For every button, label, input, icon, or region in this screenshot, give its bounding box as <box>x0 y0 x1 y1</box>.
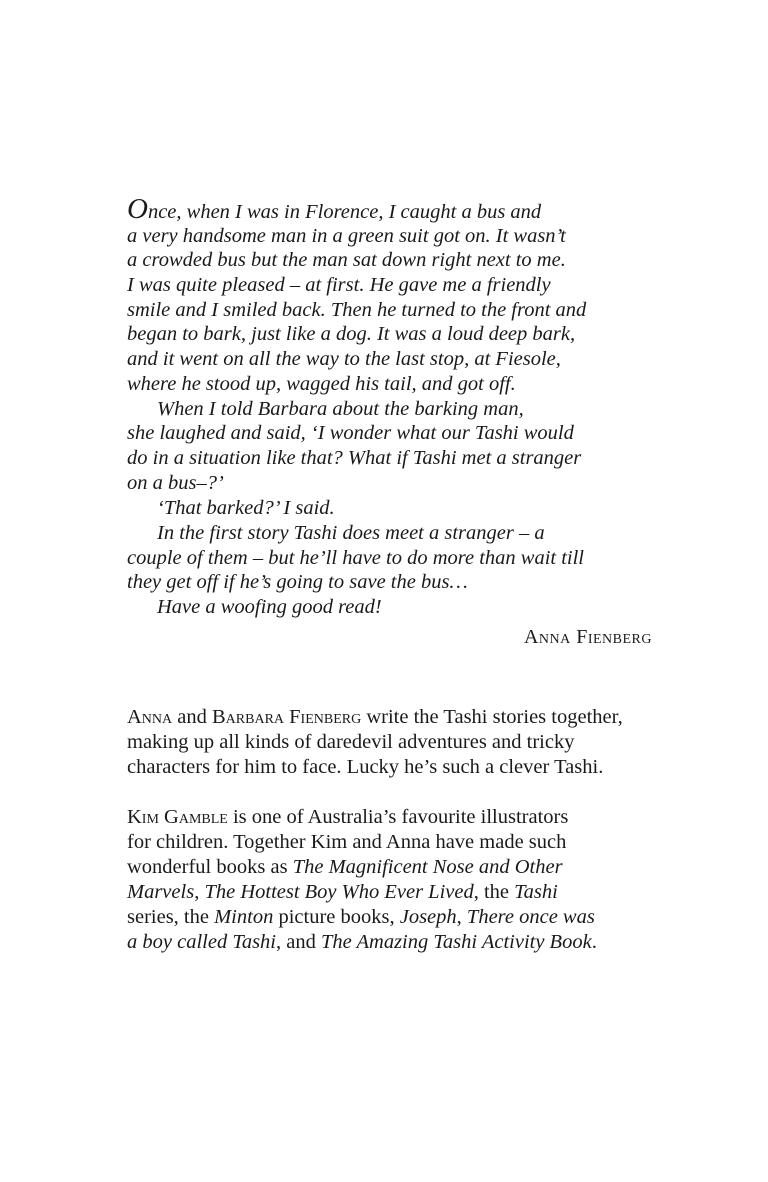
foreword-line: When I told Barbara about the barking man, <box>157 398 524 420</box>
foreword-line: Have a woofing good read! <box>157 596 382 618</box>
bio-line: for children. Together Kim and Anna have made such <box>127 831 567 853</box>
bio-line: Marvels, The Hottest Boy Who Ever Lived, the Tashi <box>127 881 558 903</box>
foreword-line: ‘That barked?’ I said. <box>157 497 335 519</box>
bio-line: series, the Minton picture books, Joseph, There once was <box>127 906 595 928</box>
foreword-line: smile and I smiled back. Then he turned to the front and <box>127 299 587 321</box>
author-name: Anna <box>127 706 173 728</box>
foreword-line: began to bark, just like a dog. It was a loud deep bark, <box>127 323 576 345</box>
foreword-line: she laughed and said, ‘I wonder what our Tashi would <box>127 422 574 444</box>
bio-line: characters for him to face. Lucky he’s such a clever Tashi. <box>127 756 604 778</box>
foreword-line: I was quite pleased – at first. He gave me a friendly <box>127 274 551 296</box>
book-title: The Hottest Boy Who Ever Lived <box>204 881 474 903</box>
drop-cap: O <box>127 193 148 225</box>
foreword-line: on a bus–?’ <box>127 472 224 494</box>
foreword-line: do in a situation like that? What if Tashi met a stranger <box>127 447 582 469</box>
signature: Anna Fienberg <box>523 626 652 648</box>
foreword-line: a crowded bus but the man sat down right next to me. <box>127 249 566 271</box>
bio-line: a boy called Tashi, and The Amazing Tashi Activity Book. <box>127 931 597 953</box>
book-title: Joseph <box>399 906 457 928</box>
bio-line: Kim Gamble is one of Australia’s favourite illustrators <box>127 806 569 828</box>
book-title: There once was <box>466 906 595 928</box>
foreword-line: and it went on all the way to the last stop, at Fiesole, <box>127 348 561 370</box>
book-title: Minton <box>214 906 274 928</box>
bio-line: Anna and Barbara Fienberg write the Tashi stories together, <box>127 706 623 728</box>
bio-line: wonderful books as The Magnificent Nose and Other <box>127 856 563 878</box>
book-title: Marvels <box>127 881 195 903</box>
foreword-line: where he stood up, wagged his tail, and got off. <box>127 373 516 395</box>
author-name: Barbara Fienberg <box>212 706 362 728</box>
book-title: a boy called Tashi <box>127 931 277 953</box>
illustrator-name: Kim Gamble <box>127 806 228 828</box>
book-title: The Magnificent Nose and Other <box>292 856 563 878</box>
foreword-line: they get off if he’s going to save the bus… <box>127 571 468 593</box>
foreword-line: couple of them – but he’ll have to do more than wait till <box>127 547 585 569</box>
foreword-line: a very handsome man in a green suit got on. It wasn’t <box>127 225 566 247</box>
book-title: The Amazing Tashi Activity Book <box>321 931 592 953</box>
book-title: Tashi <box>514 881 558 903</box>
foreword-line: In the first story Tashi does meet a stranger – a <box>157 522 545 544</box>
bio-line: making up all kinds of daredevil adventures and tricky <box>127 731 575 753</box>
foreword-line: Once, when I was in Florence, I caught a bus and <box>127 193 542 225</box>
